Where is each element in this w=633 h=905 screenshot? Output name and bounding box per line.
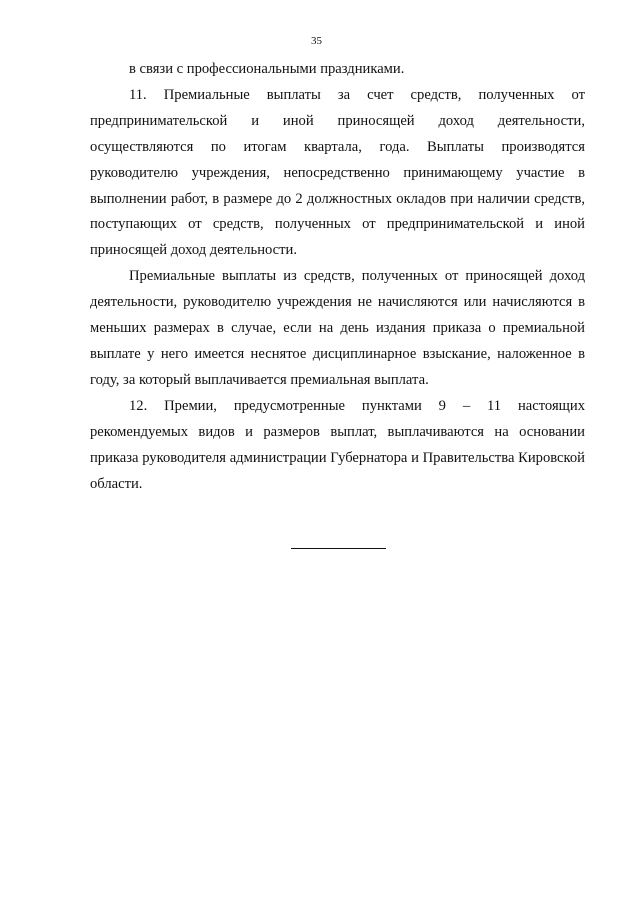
paragraph-item-11: 11. Премиальные выплаты за счет средств, полученных от предпринимательской и иной приносящей доход деятельности, осуществляются по итогам квартала, года. Выплаты производятся руководителю учреждения, непосредственно принимающему участие в выполнении работ, в размере до 2 должностных окладов при наличии средств, поступающих от средств, полученных от предпринимательской и иной приносящей доход деятельности.: [90, 86, 585, 259]
paragraph-premium-conditions: Премиальные выплаты из средств, полученных от приносящей доход деятельности, руководителю учреждения не начисляются или начисляются в меньших размерах в случае, если на день издания приказа о премиальной выплате у него имеется неснятое дисциплинарное взыскание, наложенное в году, за который выплачивается премиальная выплата.: [90, 268, 585, 388]
paragraph-item-12: 12. Премии, предусмотренные пунктами 9 – 11 настоящих рекомендуемых видов и размеров выплат, выплачиваются на основании приказа руководителя администрации Губернатора и Правительства Кировской области.: [90, 397, 585, 492]
closing-rule-divider: [291, 548, 386, 549]
document-body: [90, 57, 585, 497]
page-number: 35: [311, 35, 322, 47]
paragraph-continuation: в связи с профессиональными праздниками.: [129, 61, 405, 77]
